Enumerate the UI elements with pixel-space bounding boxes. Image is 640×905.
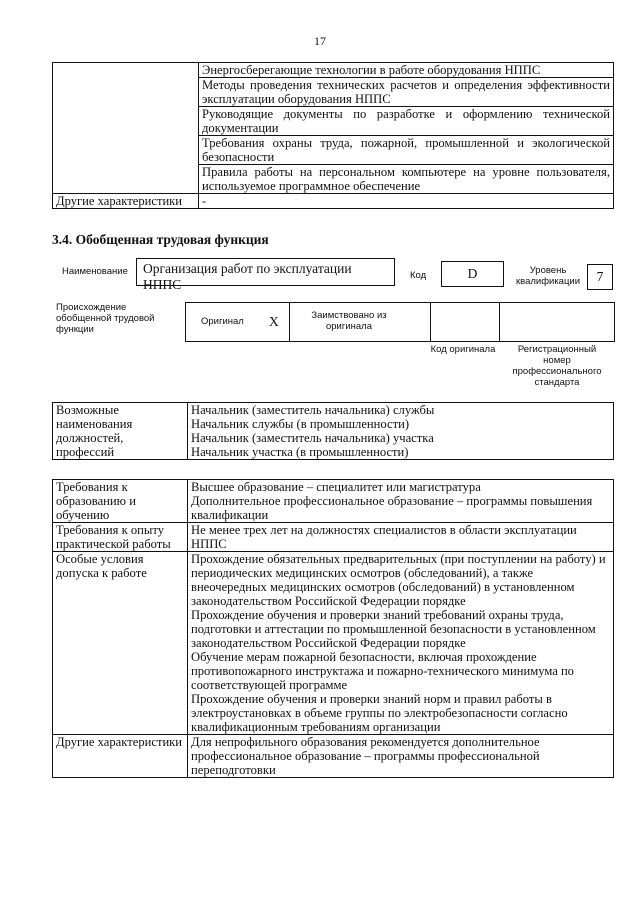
origin-divider xyxy=(430,303,431,341)
code-label: Код xyxy=(410,270,427,281)
knowledge-item: Руководящие документы по разработке и оформлению технической документации xyxy=(199,107,614,136)
level-label: Уровень квалификации xyxy=(515,265,581,287)
reg-number-caption: Регистрационный номер профессионального стандарта xyxy=(512,344,602,388)
requirement-line: Прохождение обучения и проверки знаний требований охраны труда, подготовки и аттестации по промышленной безопасности в установленном законодательством Российской Федерации порядке xyxy=(191,608,596,650)
requirement-value xyxy=(188,480,614,523)
table-row xyxy=(53,480,614,523)
requirements-table xyxy=(52,479,614,778)
function-name-box: Организация работ по эксплуатации НППС xyxy=(136,258,395,286)
page-number: 17 xyxy=(314,34,326,48)
requirement-label: Особые условия допуска к работе xyxy=(53,552,188,735)
original-mark: X xyxy=(269,314,279,329)
requirement-line: Дополнительное профессиональное образование – программы повышения квалификации xyxy=(191,494,593,522)
name-label: Наименование xyxy=(62,266,128,277)
requirement-value xyxy=(188,552,614,735)
requirement-line: Обучение мерам пожарной безопасности, включая прохождение противопожарного инструктажа и пожарно-технического минимума по соответствующей программе xyxy=(191,650,574,692)
requirement-label: Требования к образованию и обучению xyxy=(53,480,188,523)
original-label: Оригинал xyxy=(201,316,244,327)
requirement-line: Прохождение обучения и проверки знаний норм и правил работы в электроустановках в объеме группы по электробезопасности согласно квалификационным требованиям организации xyxy=(191,692,568,734)
requirement-line: Высшее образование – специалитет или магистратура xyxy=(191,480,481,494)
knowledge-item: Энергосберегающие технологии в работе оборудования НППС xyxy=(199,63,614,78)
knowledge-item: Методы проведения технических расчетов и определения эффективности эксплуатации оборудования НППС xyxy=(199,78,614,107)
position-item: Начальник (заместитель начальника) участка xyxy=(191,431,434,445)
positions-label: Возможные наименования должностей, профессий xyxy=(53,403,188,460)
positions-list xyxy=(188,403,614,460)
position-item: Начальник службы (в промышленности) xyxy=(191,417,410,431)
origin-label: Происхождение обобщенной трудовой функции xyxy=(56,302,155,335)
other-characteristics-value: - xyxy=(199,194,614,209)
section-heading: 3.4. Обобщенная трудовая функция xyxy=(52,232,269,247)
origin-box xyxy=(185,302,615,342)
table-row xyxy=(53,552,614,735)
origin-divider xyxy=(289,303,290,341)
positions-table xyxy=(52,402,614,460)
code-box: D xyxy=(441,261,504,287)
requirement-line: Для непрофильного образования рекомендуется дополнительное профессиональное образование – программы профессиональной переподготовки xyxy=(191,735,540,777)
requirement-label: Требования к опыту практической работы xyxy=(53,523,188,552)
borrowed-label: Заимствовано из оригинала xyxy=(311,310,387,332)
origin-divider xyxy=(499,303,500,341)
other-characteristics-label: Другие характеристики xyxy=(53,194,199,209)
knowledge-item: Требования охраны труда, пожарной, промышленной и экологической безопасности xyxy=(199,136,614,165)
code-original-caption: Код оригинала xyxy=(430,344,496,355)
knowledge-table xyxy=(52,62,614,209)
requirement-value xyxy=(188,523,614,552)
position-item: Начальник участка (в промышленности) xyxy=(191,445,409,459)
knowledge-item: Правила работы на персональном компьютере на уровне пользователя, используемое программное обеспечение xyxy=(199,165,614,194)
position-item: Начальник (заместитель начальника) службы xyxy=(191,403,435,417)
requirement-value xyxy=(188,735,614,778)
requirement-line: Не менее трех лет на должностях специалистов в области эксплуатации НППС xyxy=(191,523,577,551)
knowledge-label-cell xyxy=(53,63,199,194)
requirement-line: Прохождение обязательных предварительных (при поступлении на работу) и периодических медицинских осмотров (обследований), а также внеочередных медицинских осмотров (обследований) в установленном законодательством Российской Федерации порядке xyxy=(191,552,606,608)
requirement-label: Другие характеристики xyxy=(53,735,188,778)
level-box: 7 xyxy=(587,264,613,290)
table-row xyxy=(53,735,614,778)
table-row xyxy=(53,523,614,552)
